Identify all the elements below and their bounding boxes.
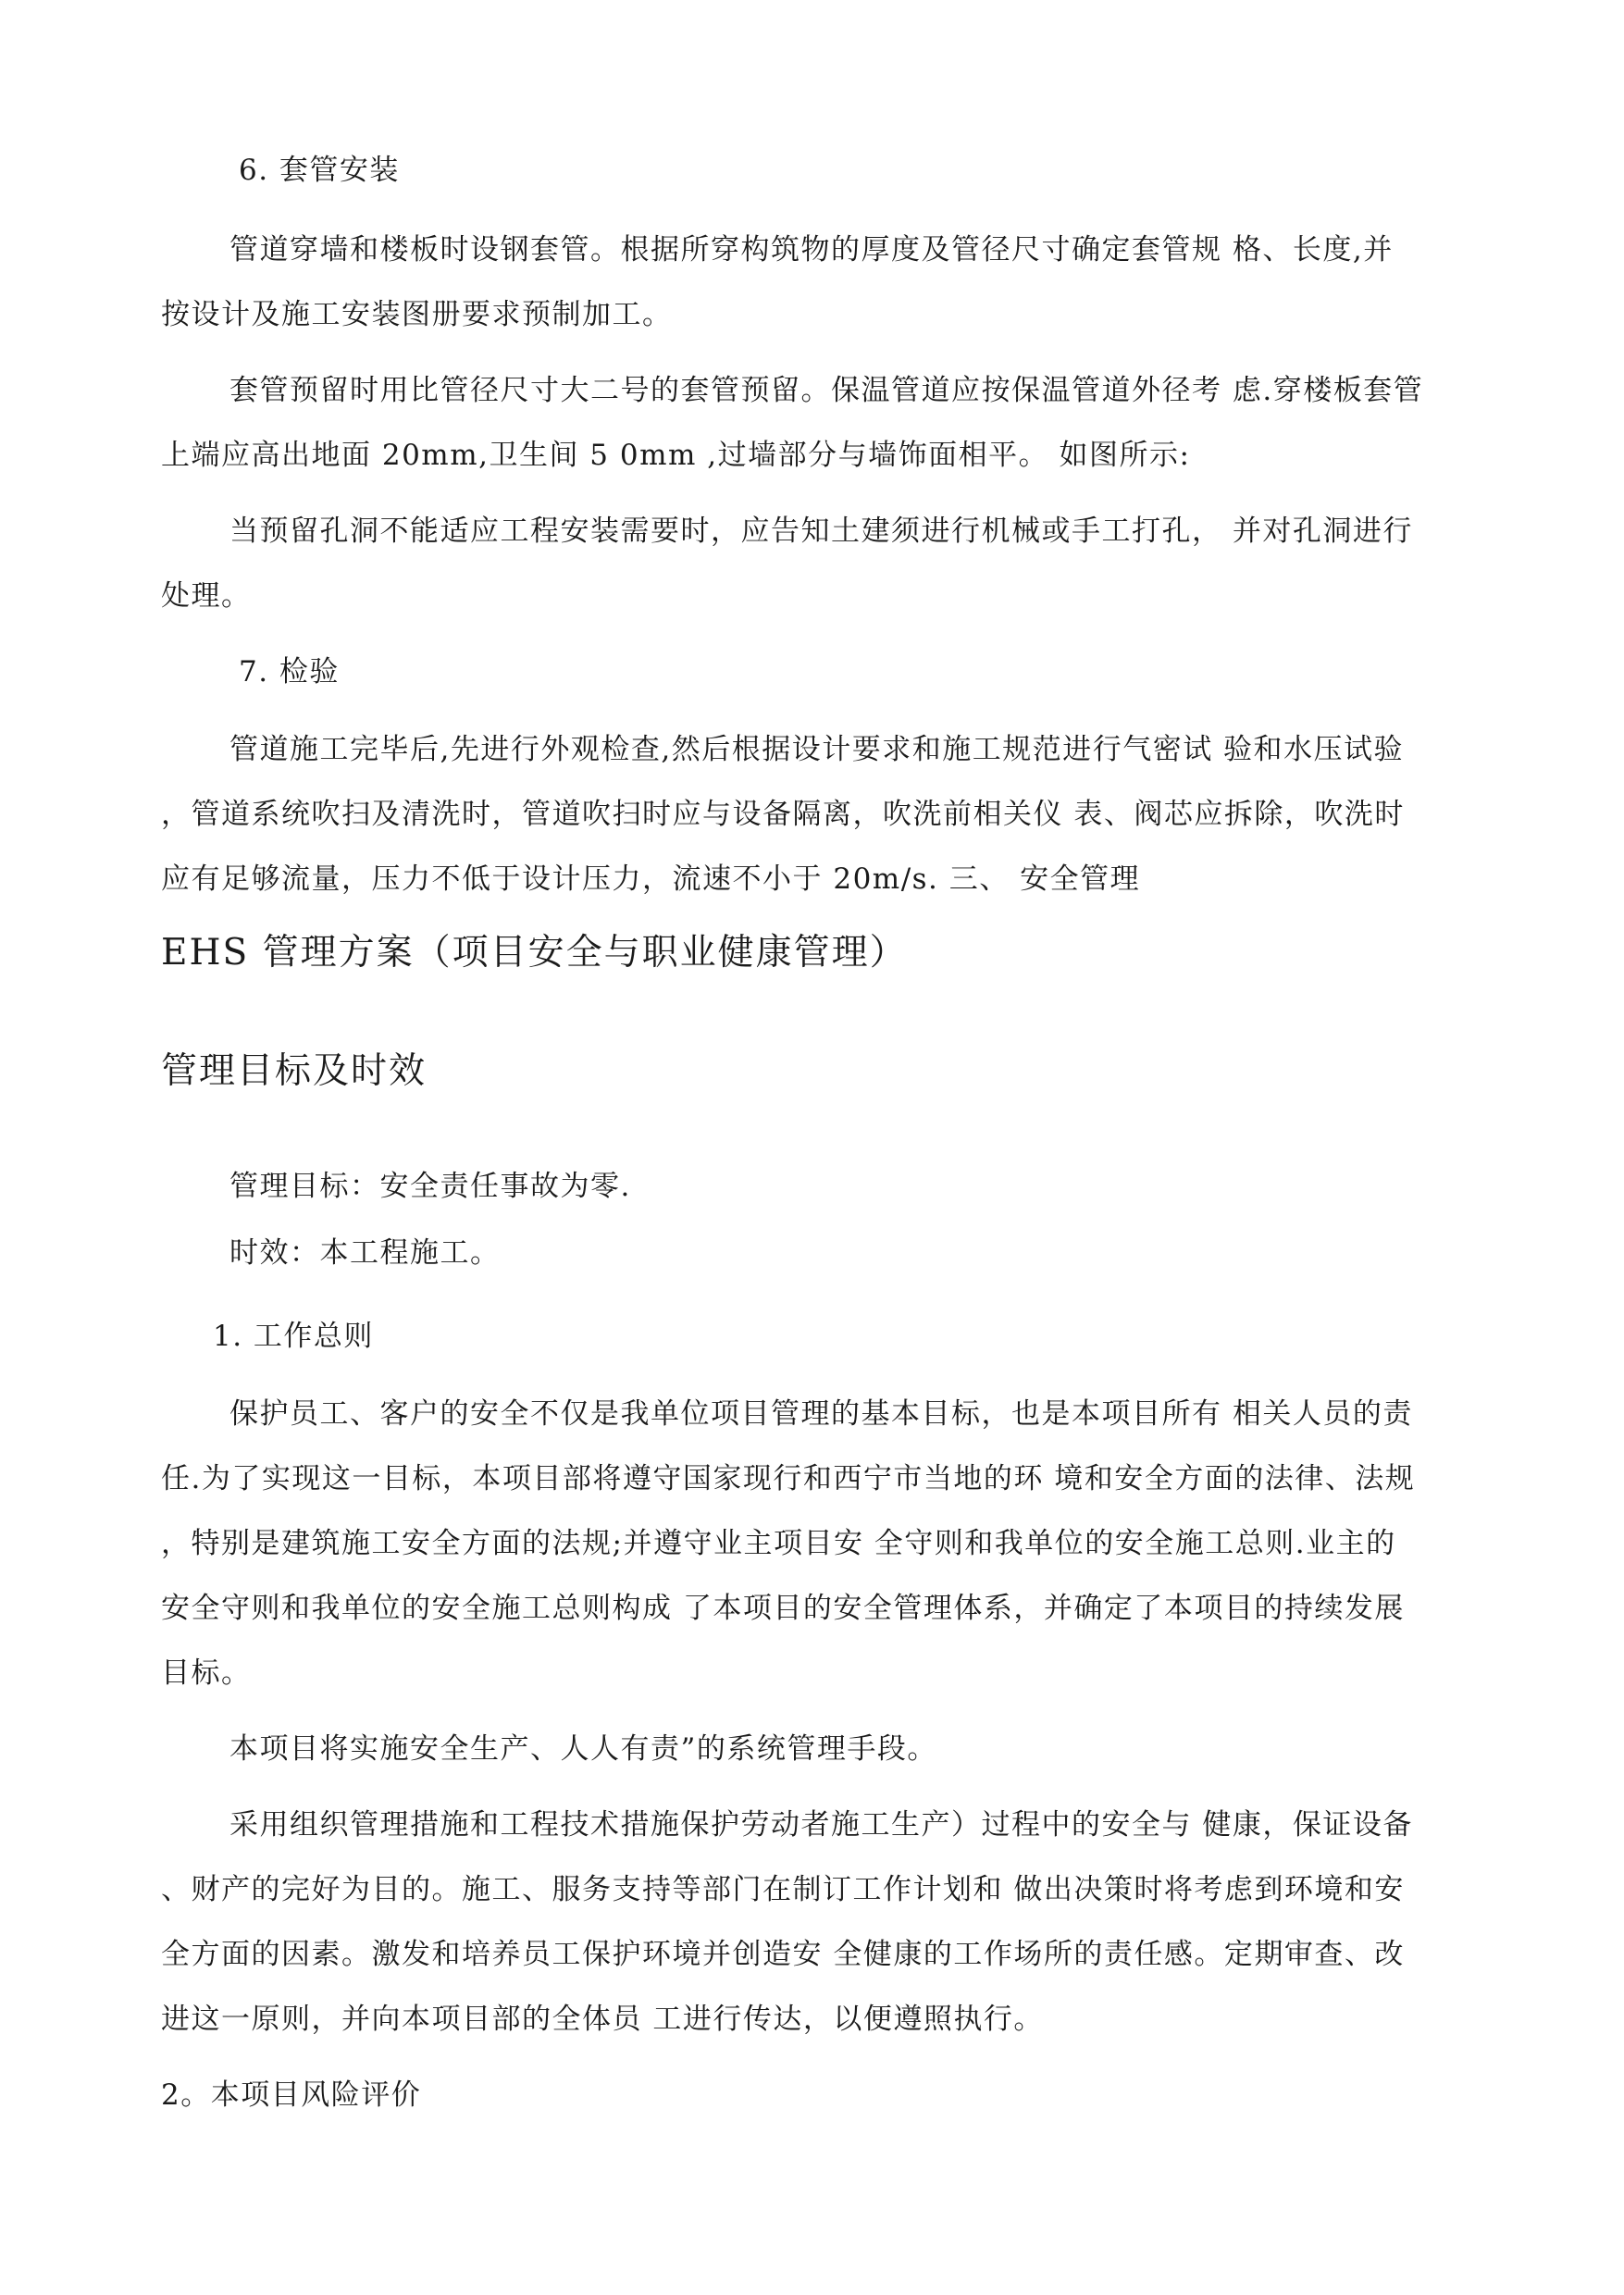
paragraph-line: 本项目将实施安全生产、人人有责”的系统管理手段。	[229, 1732, 937, 1766]
paragraph-line: 当预留孔洞不能适应工程安装需要时，应告知土建须进行机械或手工打孔， 并对孔洞进行	[229, 515, 1413, 548]
paragraph-line: 处理。	[161, 579, 252, 613]
section-heading-risk-evaluation: 2。本项目风险评价	[161, 2078, 422, 2112]
paragraph-line: 全方面的因素。激发和培养员工保护环境并创造安 全健康的工作场所的责任感。定期审查、改	[161, 1938, 1405, 1971]
section-heading-sleeve-installation: 6. 套管安装	[239, 154, 400, 187]
paragraph-line: 保护员工、客户的安全不仅是我单位项目管理的基本目标，也是本项目所有 相关人员的责	[229, 1397, 1413, 1431]
paragraph-line: 目标。	[161, 1656, 252, 1690]
section-heading-inspection: 7. 检验	[239, 655, 340, 688]
paragraph-line: ，管道系统吹扫及清洗时，管道吹扫时应与设备隔离，吹洗前相关仪 表、阀芯应拆除，吹洗时	[161, 798, 1405, 831]
goals-title: 管理目标及时效	[161, 1050, 428, 1092]
section-heading-general-principles: 1. 工作总则	[213, 1320, 374, 1353]
paragraph-line: 管道穿墙和楼板时设钢套管。根据所穿构筑物的厚度及管径尺寸确定套管规 格、长度,并	[229, 233, 1394, 267]
paragraph-line: 采用组织管理措施和工程技术措施保护劳动者施工生产）过程中的安全与 健康，保证设备	[229, 1808, 1413, 1842]
paragraph-line: 上端应高出地面 20mm,卫生间 5 0mm ,过墙部分与墙饰面相平。 如图所示:	[161, 439, 1191, 472]
paragraph-line: 安全守则和我单位的安全施工总则构成 了本项目的安全管理体系，并确定了本项目的持续发展	[161, 1592, 1405, 1625]
goal-line: 管理目标：安全责任事故为零.	[229, 1170, 631, 1203]
paragraph-line: ，特别是建筑施工安全方面的法规;并遵守业主项目安 全守则和我单位的安全施工总则.业主的	[161, 1527, 1396, 1560]
paragraph-line: 、财产的完好为目的。施工、服务支持等部门在制订工作计划和 做出决策时将考虑到环境和安	[161, 1873, 1405, 1906]
paragraph-line: 任.为了实现这一目标，本项目部将遵守国家现行和西宁市当地的环 境和安全方面的法律、法规	[161, 1462, 1416, 1495]
paragraph-line: 按设计及施工安装图册要求预制加工。	[161, 298, 673, 331]
paragraph-line: 套管预留时用比管径尺寸大二号的套管预留。保温管道应按保温管道外径考 虑.穿楼板套管	[229, 374, 1424, 407]
timing-line: 时效：本工程施工。	[229, 1236, 501, 1270]
ehs-title: EHS 管理方案（项目安全与职业健康管理）	[161, 932, 908, 974]
paragraph-line: 应有足够流量，压力不低于设计压力，流速不小于 20m/s. 三、 安全管理	[161, 862, 1141, 896]
paragraph-line: 进这一原则，并向本项目部的全体员 工进行传达，以便遵照执行。	[161, 2003, 1044, 2036]
paragraph-line: 管道施工完毕后,先进行外观检查,然后根据设计要求和施工规范进行气密试 验和水压试验	[229, 733, 1405, 766]
